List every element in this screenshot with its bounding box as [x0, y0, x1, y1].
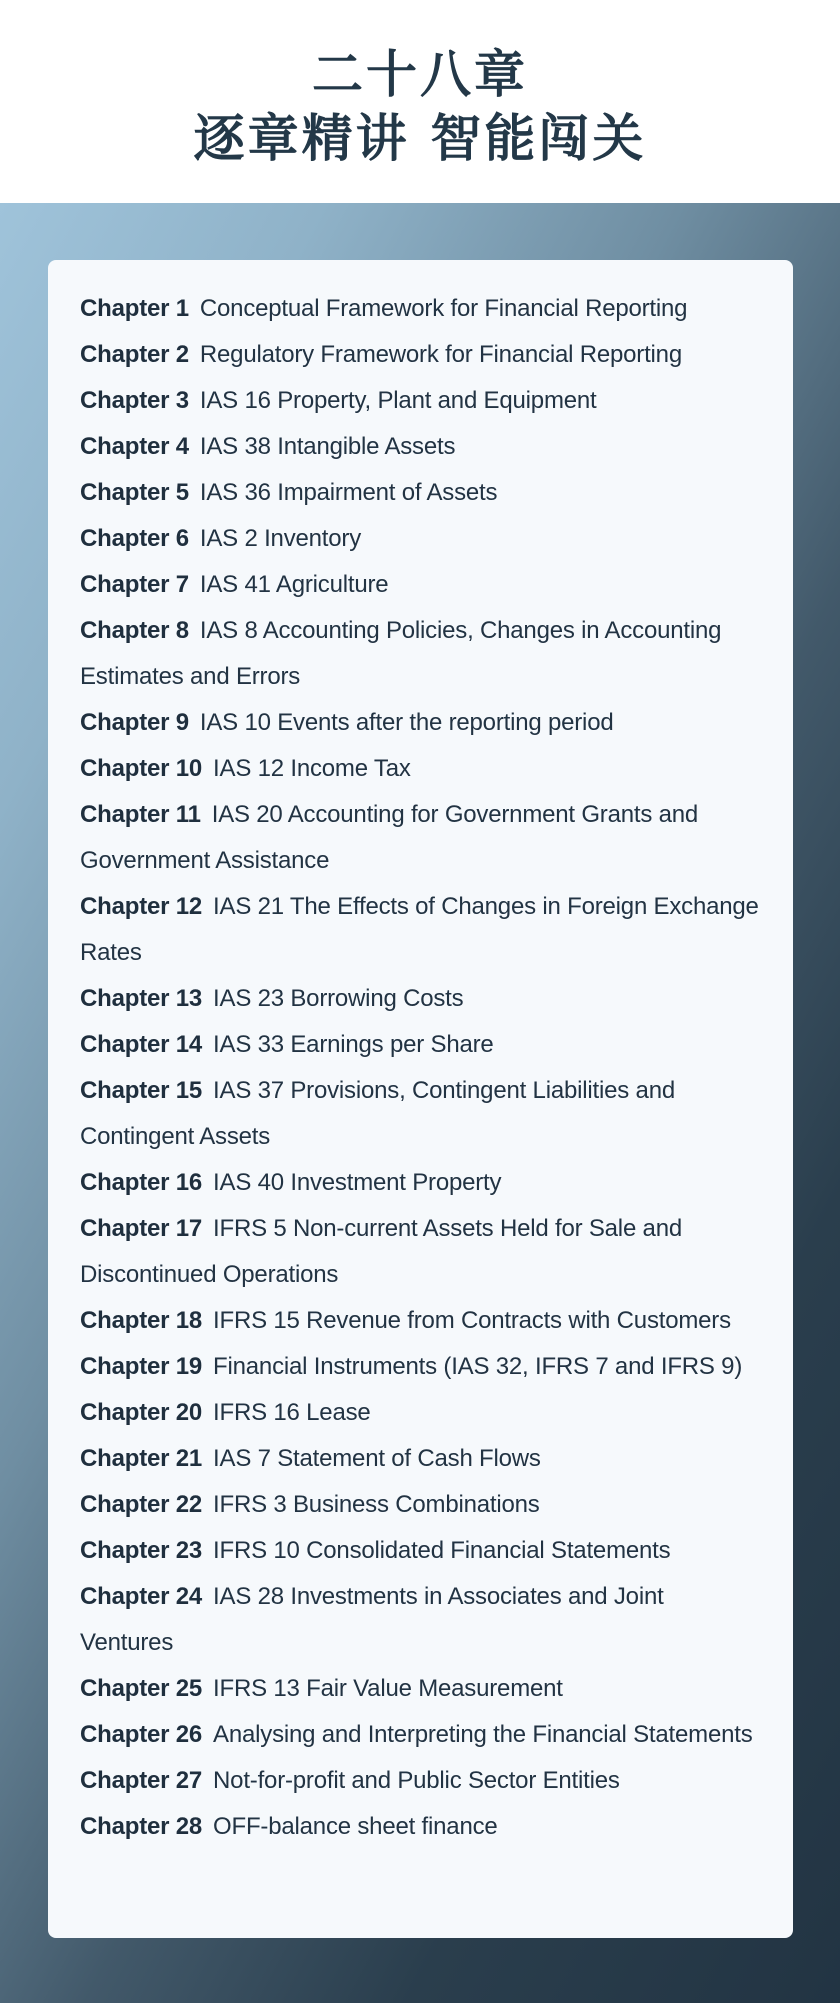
chapter-number: Chapter 19 — [80, 1353, 203, 1380]
chapter-number: Chapter 21 — [80, 1445, 203, 1472]
chapter-item — [80, 424, 763, 470]
chapter-number: Chapter 6 — [80, 525, 189, 552]
chapter-item — [80, 1482, 763, 1528]
chapter-title: IAS 37 Provisions, Contingent Liabilities and Contingent Assets — [80, 1077, 675, 1150]
chapter-item — [80, 1712, 763, 1758]
chapter-number: Chapter 9 — [80, 709, 189, 736]
chapter-title: IAS 40 Investment Property — [213, 1169, 502, 1196]
chapter-title: IAS 10 Events after the reporting period — [199, 709, 614, 736]
chapter-number: Chapter 3 — [80, 387, 189, 414]
chapter-number: Chapter 27 — [80, 1767, 203, 1794]
chapter-title: IAS 20 Accounting for Government Grants and Government Assistance — [80, 801, 699, 874]
chapter-title: IAS 16 Property, Plant and Equipment — [199, 387, 597, 414]
chapter-item — [80, 1298, 763, 1344]
chapter-title: IAS 36 Impairment of Assets — [199, 479, 498, 506]
chapter-item — [80, 332, 763, 378]
chapter-number: Chapter 26 — [80, 1721, 203, 1748]
chapter-number: Chapter 18 — [80, 1307, 203, 1334]
chapter-number: Chapter 20 — [80, 1399, 203, 1426]
chapter-title: OFF-balance sheet finance — [213, 1813, 498, 1840]
chapter-item — [80, 1436, 763, 1482]
chapter-number: Chapter 25 — [80, 1675, 203, 1702]
chapter-title: IAS 33 Earnings per Share — [213, 1031, 494, 1058]
chapter-number: Chapter 4 — [80, 433, 189, 460]
chapter-item — [80, 976, 763, 1022]
chapter-item — [80, 1206, 763, 1298]
chapter-item — [80, 1160, 763, 1206]
chapter-number: Chapter 1 — [80, 295, 189, 322]
chapter-title: IFRS 13 Fair Value Measurement — [213, 1675, 563, 1702]
chapter-list — [80, 286, 763, 1850]
chapter-title: Financial Instruments (IAS 32, IFRS 7 and IFRS 9) — [213, 1353, 743, 1380]
chapter-item — [80, 792, 763, 884]
chapter-number: Chapter 15 — [80, 1077, 203, 1104]
chapter-title: IAS 38 Intangible Assets — [199, 433, 456, 460]
chapter-title: Regulatory Framework for Financial Reporting — [199, 341, 682, 368]
chapter-title: Analysing and Interpreting the Financial Statements — [213, 1721, 753, 1748]
chapter-item — [80, 516, 763, 562]
chapter-item — [80, 746, 763, 792]
chapter-title: IFRS 16 Lease — [213, 1399, 371, 1426]
chapter-item — [80, 378, 763, 424]
chapter-number: Chapter 2 — [80, 341, 189, 368]
chapter-title: IAS 21 The Effects of Changes in Foreign Exchange Rates — [80, 893, 759, 966]
chapter-list-card — [48, 260, 793, 1938]
chapter-number: Chapter 17 — [80, 1215, 203, 1242]
chapter-number: Chapter 8 — [80, 617, 189, 644]
chapter-number: Chapter 5 — [80, 479, 189, 506]
chapter-item — [80, 470, 763, 516]
chapter-number: Chapter 10 — [80, 755, 203, 782]
chapter-title: IAS 8 Accounting Policies, Changes in Accounting Estimates and Errors — [80, 617, 722, 690]
chapter-item — [80, 1574, 763, 1666]
chapter-item — [80, 286, 763, 332]
chapter-item — [80, 700, 763, 746]
chapter-title: IAS 2 Inventory — [199, 525, 361, 552]
chapter-title: Conceptual Framework for Financial Reporting — [199, 295, 688, 322]
chapter-title: IFRS 10 Consolidated Financial Statements — [213, 1537, 671, 1564]
page-header — [0, 0, 840, 203]
chapter-item — [80, 1390, 763, 1436]
chapter-title: IAS 7 Statement of Cash Flows — [213, 1445, 541, 1472]
chapter-number: Chapter 28 — [80, 1813, 203, 1840]
chapter-number: Chapter 16 — [80, 1169, 203, 1196]
chapter-number: Chapter 7 — [80, 571, 189, 598]
chapter-item — [80, 1666, 763, 1712]
chapter-item — [80, 562, 763, 608]
chapter-title: IAS 23 Borrowing Costs — [213, 985, 464, 1012]
chapter-item — [80, 1068, 763, 1160]
chapter-number: Chapter 11 — [80, 801, 201, 828]
header-title-line-2: 逐章精讲 智能闯关 — [193, 110, 647, 169]
chapter-number: Chapter 24 — [80, 1583, 203, 1610]
header-title-line-1: 二十八章 — [311, 46, 528, 105]
chapter-item — [80, 1804, 763, 1850]
chapter-title: IFRS 5 Non-current Assets Held for Sale and Discontinued Operations — [80, 1215, 682, 1288]
chapter-item — [80, 1344, 763, 1390]
chapter-title: IAS 12 Income Tax — [213, 755, 411, 782]
chapter-item — [80, 1758, 763, 1804]
chapter-title: IAS 41 Agriculture — [199, 571, 389, 598]
chapter-title: IFRS 15 Revenue from Contracts with Customers — [213, 1307, 731, 1334]
chapter-number: Chapter 12 — [80, 893, 203, 920]
chapter-item — [80, 608, 763, 700]
chapter-number: Chapter 23 — [80, 1537, 203, 1564]
chapter-item — [80, 884, 763, 976]
chapter-title: Not-for-profit and Public Sector Entities — [213, 1767, 620, 1794]
chapter-item — [80, 1022, 763, 1068]
chapter-item — [80, 1528, 763, 1574]
chapter-title: IAS 28 Investments in Associates and Joint Ventures — [80, 1583, 664, 1656]
chapter-number: Chapter 13 — [80, 985, 203, 1012]
chapter-number: Chapter 14 — [80, 1031, 203, 1058]
chapter-panel-background — [0, 203, 840, 2003]
chapter-title: IFRS 3 Business Combinations — [213, 1491, 540, 1518]
chapter-number: Chapter 22 — [80, 1491, 203, 1518]
